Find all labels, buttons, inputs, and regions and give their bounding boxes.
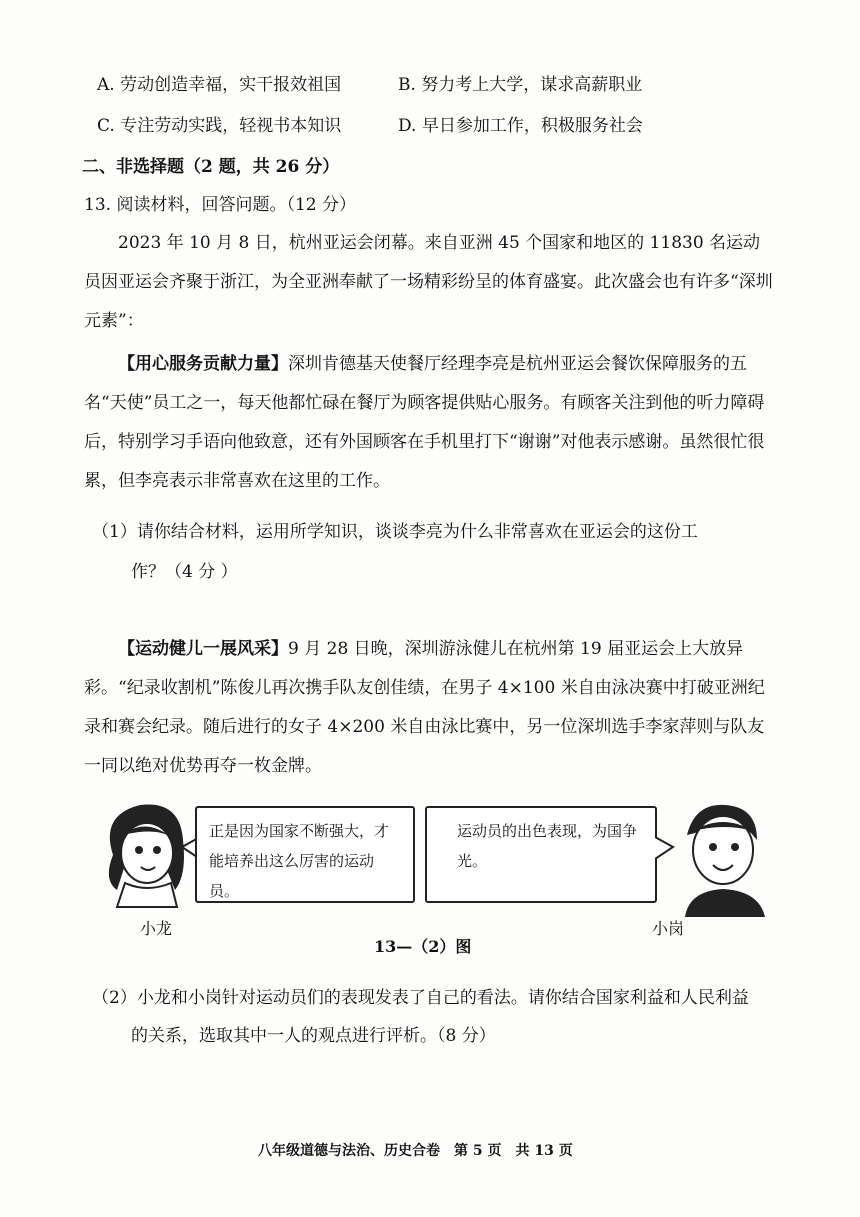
material-1 <box>84 345 774 501</box>
label-xiaogang: 小岗 <box>652 919 685 938</box>
option-d: D. 早日参加工作，积极服务社会 <box>398 116 643 136</box>
intro-paragraph: 2023 年 10 月 8 日，杭州亚运会闭幕。来自亚洲 45 个国家和地区的 11830 名运动员因亚运会齐聚于浙江，为全亚洲奉献了一场精彩纷呈的体育盛宴。此次盛会也有许多“深圳元素”： <box>84 233 773 331</box>
option-b: B. 努力考上大学，谋求高薪职业 <box>398 75 643 95</box>
question-1-line1: （1）请你结合材料，运用所学知识，谈谈李亮为什么非常喜欢在亚运会的这份工 <box>92 522 698 542</box>
material-2-title: 【运动健儿一展风采】 <box>118 639 288 659</box>
label-xiaolong: 小龙 <box>140 919 173 938</box>
speech-bubble-right: 运动员的出色表现，为国争光。 <box>425 806 657 903</box>
material-1-title: 【用心服务贡献力量】 <box>118 354 288 374</box>
question-2-line2: 的关系，选取其中一人的观点进行评析。（8 分） <box>131 1026 496 1046</box>
question-1-line2: 作？（4 分 ） <box>131 562 238 582</box>
boy-illustration <box>665 795 775 920</box>
material-1-text: 深圳肯德基天使餐厅经理李亮是杭州亚运会餐饮保障服务的五名“天使”员工之一，每天他都忙碌在餐厅为顾客提供贴心服务。有顾客关注到他的听力障碍后，特别学习手语向他致意，还有外国顾客在手机里打下“谢谢”对他表示感谢。虽然很忙很累，但李亮表示非常喜欢在这里的工作。 <box>84 354 765 491</box>
question-13-heading: 13. 阅读材料，回答问题。（12 分） <box>84 195 356 215</box>
question-2-line1: （2）小龙和小岗针对运动员们的表现发表了自己的看法。请你结合国家利益和人民利益 <box>92 988 749 1008</box>
option-c: C. 专注劳动实践，轻视书本知识 <box>97 116 342 136</box>
option-a: A. 劳动创造幸福，实干报效祖国 <box>97 75 342 95</box>
figure-caption: 13—（2）图 <box>374 937 472 956</box>
speech-bubble-left: 正是因为国家不断强大，才能培养出这么厉害的运动员。 <box>195 806 415 903</box>
section-title: 二、非选择题（2 题，共 26 分） <box>82 157 340 177</box>
page-footer: 八年级道德与法治、历史合卷 第 5 页 共 13 页 <box>258 1143 573 1159</box>
material-2 <box>84 630 774 786</box>
material-2-text: 9 月 28 日晚，深圳游泳健儿在杭州第 19 届亚运会上大放异彩。“纪录收割机”陈俊儿再次携手队友创佳绩，在男子 4×100 米自由泳决赛中打破亚洲纪录和赛会纪录。随后进行的女子 4×200 米自由泳比赛中，另一位深圳选手李家萍则与队友一同以绝对优势再夺一枚金牌。 <box>84 639 765 776</box>
